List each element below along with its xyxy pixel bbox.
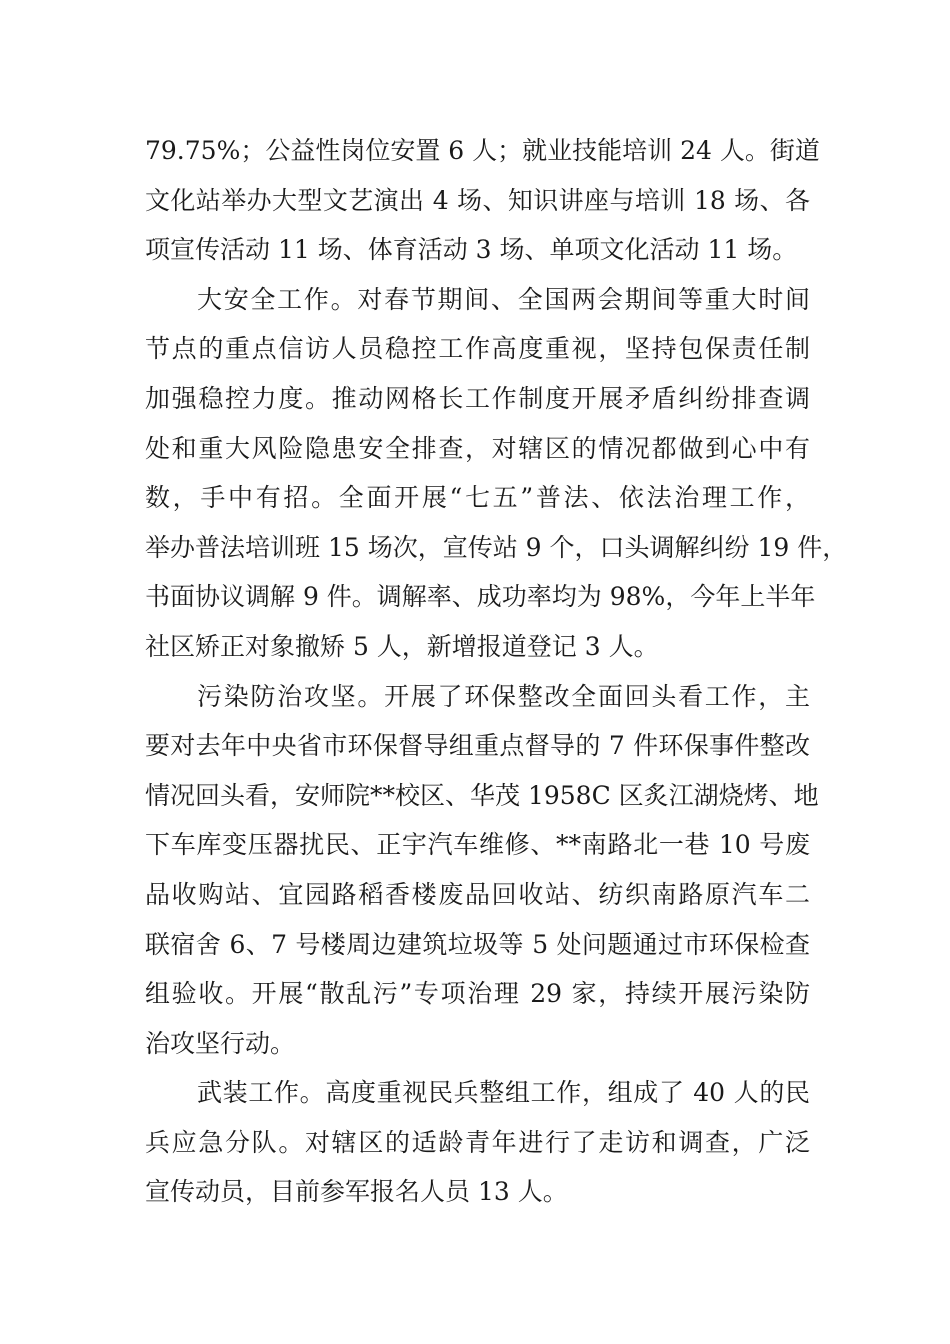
text-line: 下车库变压器扰民、正宇汽车维修、**南路北一巷 10 号废 (145, 830, 810, 860)
text-line: 兵应急分队。对辖区的适龄青年进行了走访和调查，广泛 (145, 1127, 810, 1157)
text-line: 项宣传活动 11 场、体育活动 3 场、单项文化活动 11 场。 (145, 235, 798, 265)
text-line: 节点的重点信访人员稳控工作高度重视，坚持包保责任制 (145, 334, 810, 364)
text-line: 社区矫正对象撤矫 5 人，新增报道登记 3 人。 (145, 631, 659, 661)
text-line: 治攻坚行动。 (145, 1028, 296, 1058)
text-line: 联宿舍 6、7 号楼周边建筑垃圾等 5 处问题通过市环保检查 (145, 929, 810, 959)
text-line: 污染防治攻坚。开展了环保整改全面回头看工作，主 (197, 681, 810, 711)
text-line: 品收购站、宜园路稻香楼废品回收站、纺织南路原汽车二 (145, 879, 810, 909)
text-line: 大安全工作。对春节期间、全国两会期间等重大时间 (197, 284, 810, 314)
text-line: 书面协议调解 9 件。调解率、成功率均为 98%，今年上半年 (145, 582, 816, 612)
para-safety-work (145, 275, 848, 672)
para-employment-culture (145, 126, 820, 275)
text-line: 文化站举办大型文艺演出 4 场、知识讲座与培训 18 场、各 (145, 185, 810, 215)
text-line: 组验收。开展“散乱污”专项治理 29 家，持续开展污染防 (145, 979, 810, 1009)
text-line: 数，手中有招。全面开展“七五”普法、依法治理工作， (145, 483, 810, 513)
text-line: 举办普法培训班 15 场次，宣传站 9 个，口头调解纠纷 19 件， (145, 532, 848, 562)
text-line: 79.75%；公益性岗位安置 6 人；就业技能培训 24 人。街道 (145, 136, 820, 165)
text-line: 宣传动员，目前参军报名人员 13 人。 (145, 1177, 568, 1207)
text-line: 处和重大风险隐患安全排查，对辖区的情况都做到心中有 (145, 433, 810, 463)
para-pollution-control (145, 672, 819, 1069)
text-line: 情况回头看，安师院**校区、华茂 1958C 区炙江湖烧烤、地 (145, 780, 819, 810)
document-body (145, 126, 848, 1217)
text-line: 加强稳控力度。推动网格长工作制度开展矛盾纠纷排查调 (145, 383, 810, 413)
para-armed-forces (145, 1068, 810, 1217)
text-line: 武装工作。高度重视民兵整组工作，组成了 40 人的民 (197, 1078, 810, 1108)
text-line: 要对去年中央省市环保督导组重点督导的 7 件环保事件整改 (145, 731, 810, 761)
